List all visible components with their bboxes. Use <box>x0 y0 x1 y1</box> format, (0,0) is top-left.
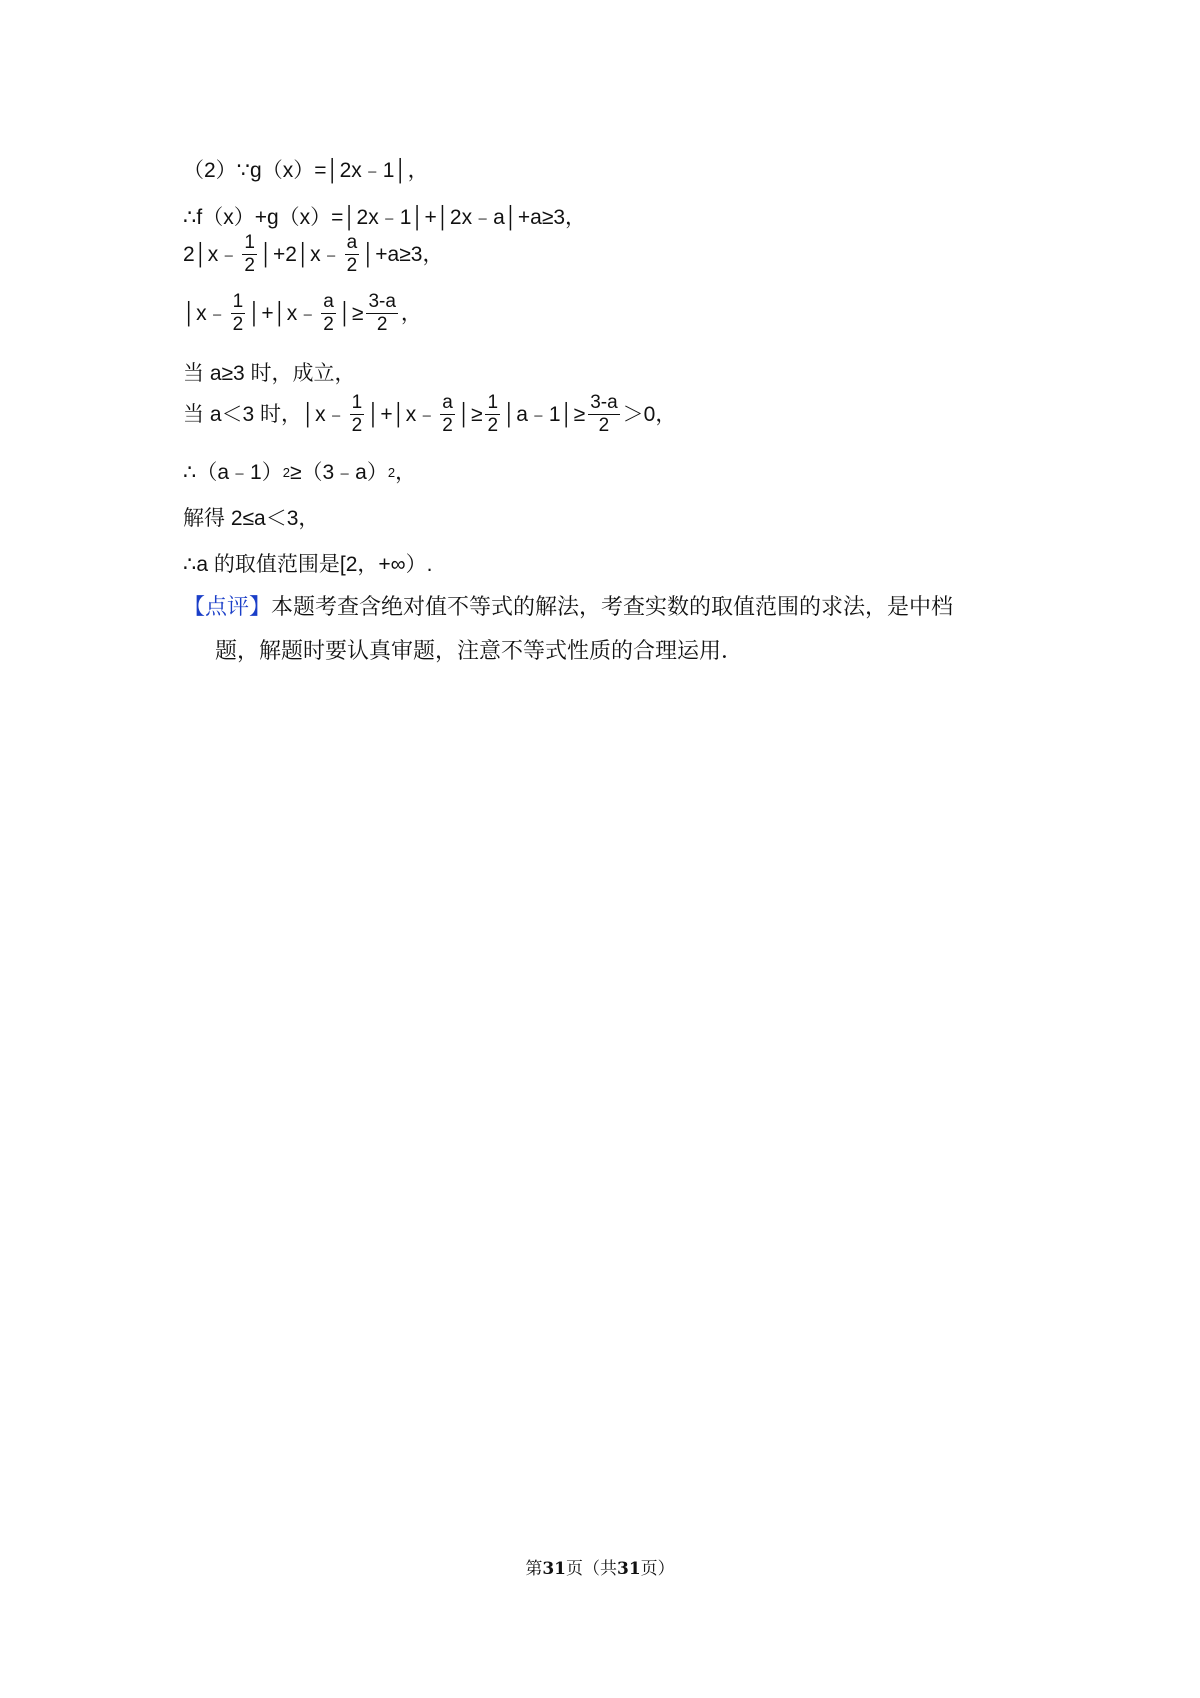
denominator: 2 <box>232 314 244 335</box>
denominator: 2 <box>244 255 255 276</box>
current-page-number: 31 <box>542 1559 566 1579</box>
line-rewrite <box>183 232 443 277</box>
line-text: ∴a 的取值范围是[2，+∞）. <box>183 553 433 576</box>
line-given-g <box>183 156 429 186</box>
comment-text-continued: 题，解题时要认真审题，注意不等式性质的合理运用． <box>215 639 744 664</box>
line-conclusion <box>183 550 432 580</box>
line-text: │x﹣ <box>183 301 228 325</box>
line-text: │+│x﹣ <box>248 301 319 325</box>
numerator: a <box>346 232 358 253</box>
line-text: │+2│x﹣ <box>259 242 342 266</box>
numerator: 1 <box>351 392 363 413</box>
fraction-a-half <box>440 392 455 437</box>
line-sum <box>183 203 586 233</box>
comment-note <box>183 586 1033 674</box>
comment-text: 本题考查含绝对值不等式的解法，考查实数的取值范围的求法，是中档 <box>271 595 954 620</box>
denominator: 2 <box>598 415 610 436</box>
fraction-3-minus-a-half <box>588 392 619 437</box>
line-text: ， <box>395 461 417 484</box>
fraction-one-half <box>231 291 246 336</box>
numerator: a <box>323 291 334 312</box>
footer-mid: 页（共 <box>566 1559 617 1579</box>
line-divide <box>183 291 422 336</box>
fraction-one-half <box>485 392 500 437</box>
line-text: │+a≥3， <box>362 242 444 266</box>
comment-tag: 【点评】 <box>183 595 272 620</box>
fraction-a-half <box>321 291 336 336</box>
line-text: ， <box>400 301 422 325</box>
line-text: ∴（a﹣1） <box>183 461 283 484</box>
denominator: 2 <box>346 255 358 276</box>
fraction-a-half <box>345 232 360 277</box>
line-text: ∴f（x）+g（x）=│2x﹣1│+│2x﹣a│+a≥3， <box>183 206 587 229</box>
line-text: 当 a≥3 时，成立， <box>183 362 356 385</box>
fraction-one-half <box>242 232 257 277</box>
line-square <box>183 458 416 488</box>
fraction-one-half <box>350 392 365 437</box>
exponent: 2 <box>387 465 396 480</box>
line-case-lt3 <box>183 392 676 437</box>
footer-prefix: 第 <box>525 1559 543 1579</box>
line-text: │+│x﹣ <box>367 402 438 426</box>
line-text: 解得 2≤a＜3， <box>183 507 320 530</box>
line-text: ＞0， <box>622 402 677 426</box>
numerator: 1 <box>244 232 255 253</box>
line-text: │a﹣1│≥ <box>503 402 586 426</box>
page-footer <box>0 1554 1200 1579</box>
line-text: 当 a＜3 时，│x﹣ <box>183 402 347 426</box>
footer-suffix: 页） <box>640 1559 675 1579</box>
exponent: 2 <box>282 465 290 480</box>
denominator: 2 <box>351 415 363 436</box>
total-pages: 31 <box>617 1559 641 1579</box>
numerator: 1 <box>232 291 244 312</box>
line-text: │≥ <box>338 301 364 325</box>
numerator: 3-a <box>368 291 396 312</box>
line-solution <box>183 504 319 534</box>
denominator: 2 <box>323 314 334 335</box>
numerator: a <box>442 392 453 413</box>
denominator: 2 <box>376 314 388 335</box>
denominator: 2 <box>442 415 453 436</box>
line-text: │≥ <box>457 402 483 426</box>
line-text: ≥（3﹣a） <box>289 461 388 484</box>
line-case-ge3 <box>183 359 356 389</box>
line-text: （2）∵g（x）=│2x﹣1│， <box>183 159 429 182</box>
fraction-3-minus-a-half <box>366 291 397 336</box>
line-text: 2│x﹣ <box>183 242 240 266</box>
denominator: 2 <box>487 415 499 436</box>
numerator: 3-a <box>590 392 618 413</box>
numerator: 1 <box>487 392 499 413</box>
